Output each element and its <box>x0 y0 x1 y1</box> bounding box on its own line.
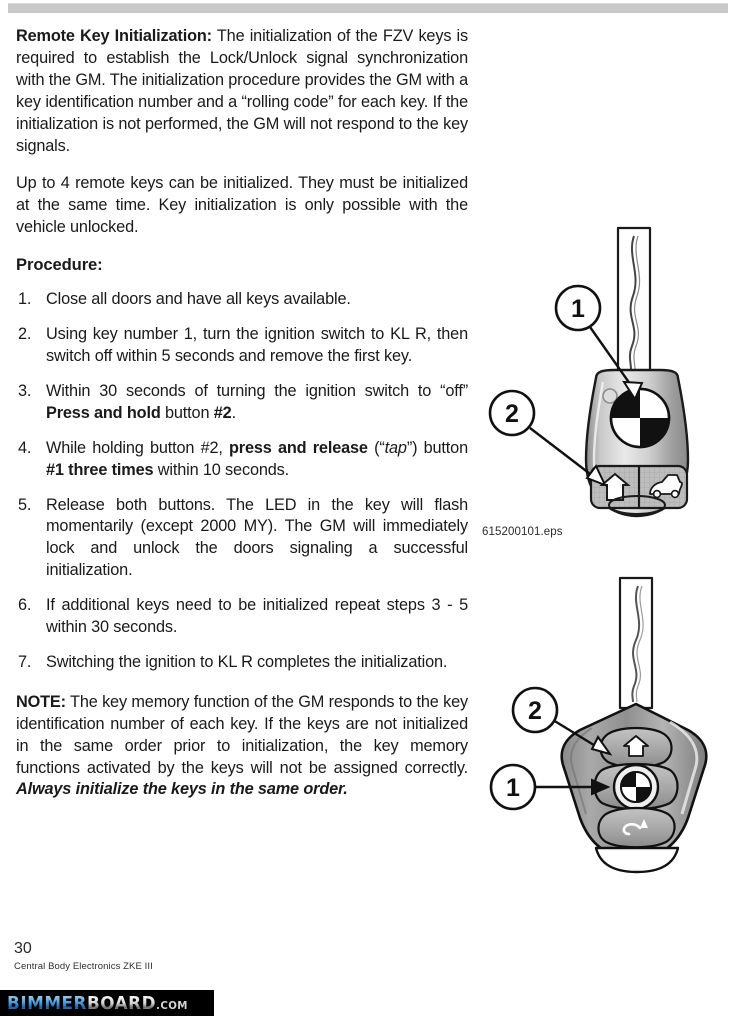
second-paragraph: Up to 4 remote keys can be initialized. They must be initialized at the same time. Key initialization is only possible with the vehicle unlocked. <box>16 174 468 237</box>
step-text-segment: If additional keys need to be initialized repeat steps 3 - 5 within 30 seconds. <box>46 596 468 637</box>
procedure-step <box>16 289 468 311</box>
book-title: Central Body Electronics ZKE III <box>14 960 153 972</box>
figure-2-svg <box>474 556 736 901</box>
note-label: NOTE: <box>16 692 66 711</box>
procedure-step-text <box>46 289 468 311</box>
procedure-step-text <box>46 652 468 674</box>
step-text-segment: #2 <box>213 403 232 422</box>
procedure-heading: Procedure: <box>16 255 103 275</box>
intro-paragraph <box>16 26 468 157</box>
key-blade <box>620 578 652 708</box>
procedure-step-text <box>46 324 468 368</box>
callout-2 <box>513 688 610 754</box>
procedure-step <box>16 381 468 425</box>
step-text-segment: Close all doors and have all keys available. <box>46 290 351 309</box>
step-text-segment: Using key number 1, turn the ignition switch to KL R, then switch off within 5 seconds and remove the first key. <box>46 325 468 365</box>
figure-remote-key-oval <box>474 222 736 522</box>
watermark-part-bimmer: BIMMER <box>7 993 87 1014</box>
page-number: 30 <box>14 940 32 957</box>
step-text-segment: button <box>160 403 214 422</box>
button-pad <box>591 466 687 508</box>
section-heading-label: Remote Key Initialization: <box>16 27 212 45</box>
key-blade <box>618 228 650 380</box>
figure-1-caption: 615200101.eps <box>482 526 563 538</box>
figure-1-svg <box>474 222 736 522</box>
step-text-segment: Press and hold <box>46 403 161 422</box>
procedure-step-number: 4. <box>18 438 32 457</box>
procedure-step-text <box>46 495 468 583</box>
watermark-part-board: BOARD <box>86 993 157 1014</box>
procedure-step-number: 7. <box>18 652 32 671</box>
page-footer <box>14 940 414 972</box>
step-text-segment: Within 30 seconds of turning the ignition switch to “off” <box>46 381 468 400</box>
procedure-step-text <box>46 595 468 639</box>
procedure-step-number: 2. <box>18 325 32 344</box>
watermark-part-com: .COM <box>156 999 188 1012</box>
procedure-step <box>16 438 468 482</box>
note-paragraph <box>16 692 468 802</box>
bmw-roundel-button[interactable] <box>611 389 669 447</box>
callout-1-label: 1 <box>571 295 585 323</box>
step-text-segment: Release both buttons. The LED in the key will flash momentarily (except 2000 MY). The GM will immediately lock and unlock the doors signaling a successful initialization. <box>46 495 468 580</box>
step-text-segment: press and release <box>229 438 368 457</box>
procedure-step <box>16 595 468 639</box>
step-text-segment: tap <box>384 438 407 457</box>
procedure-step <box>16 495 468 583</box>
step-text-segment: While holding button #2, <box>46 438 230 457</box>
trunk-release-button[interactable] <box>599 808 675 847</box>
callout-1-label: 1 <box>506 774 520 802</box>
key-ring-slot <box>596 848 678 872</box>
procedure-step-list <box>16 289 468 674</box>
procedure-step <box>16 652 468 674</box>
procedure-step-text <box>46 381 468 425</box>
step-text-segment: within 10 seconds. <box>153 460 290 479</box>
callout-2-label: 2 <box>505 400 519 428</box>
step-text-segment: (“ <box>367 438 385 457</box>
figure-diamond-key <box>474 556 736 901</box>
procedure-step-number: 1. <box>18 290 32 309</box>
procedure-step-number: 3. <box>18 381 32 400</box>
note-emphasis: Always initialize the keys in the same order. <box>16 780 348 799</box>
step-text-segment: ”) button <box>406 438 468 457</box>
watermark-logo <box>7 993 188 1014</box>
led-indicator <box>603 389 617 403</box>
text-column <box>16 26 468 818</box>
procedure-step-text <box>46 438 468 482</box>
step-text-segment: . <box>231 403 236 422</box>
lock-arrow-button[interactable] <box>601 728 672 767</box>
note-body: The key memory function of the GM responds to the key identification number of each key. If the keys are not initialized in the same order prior to initialization, the key memory functions activated by the keys will not be assigned correctly. <box>16 692 468 777</box>
step-text-segment: Switching the ignition to KL R completes the initialization. <box>46 652 448 671</box>
bimmerboard-watermark <box>0 990 214 1016</box>
procedure-step <box>16 324 468 368</box>
procedure-step-number: 5. <box>18 495 32 514</box>
procedure-step-number: 6. <box>18 596 32 615</box>
callout-2-label: 2 <box>528 697 542 725</box>
step-text-segment: #1 three times <box>46 460 154 479</box>
intro-paragraph-text: The initialization of the FZV keys is required to establish the Lock/Unlock signal synchronization with the GM. The initialization procedure provides the GM with a key identification number and a “rolling code” for each key. If the initialization is not performed, the GM will not respond to the key signals. <box>16 27 469 155</box>
